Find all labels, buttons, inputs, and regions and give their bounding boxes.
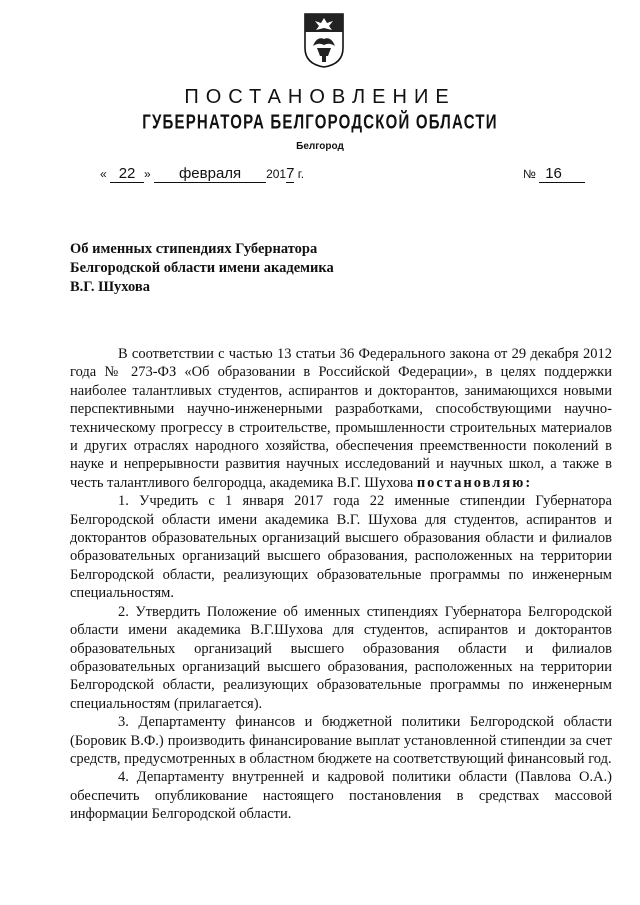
date-month: февраля <box>154 165 266 183</box>
item-4-paragraph: 4. Департаменту внутренней и кадровой политики области (Павлова О.А.) обеспечить опубликование настоящего постановления в средствах массовой информации Белгородской области. <box>70 769 612 823</box>
subject-line-3: В.Г. Шухова <box>70 279 150 295</box>
date-year-suffix: г. <box>297 167 305 181</box>
document-title: ПОСТАНОВЛЕНИЕ <box>184 86 456 108</box>
date-year-prefix: 201 <box>266 167 287 181</box>
preamble-text: В соответствии с частью 13 статьи 36 Федерального закона от 29 декабря 2012 года № 273-ФЗ «Об образовании в Российской Федерации», в целях поддержки наиболее талантливых студентов, аспирантов и докторантов, занимающихся новыми перспективными научно-инженерными разработками, способствующими научно-техническому прогрессу в строительстве, промышленности строительных материалов и других отраслях народного хозяйства, обеспечения преемственности поколений в науке и непрерывности развития научных исследований и научных школ, а также в честь талантливого белгородца, академика В.Г. Шухова <box>70 346 612 491</box>
document-subject <box>70 240 400 297</box>
document-body <box>70 345 612 824</box>
coat-of-arms-icon <box>303 12 345 68</box>
item-1-paragraph: 1. Учредить с 1 января 2017 года 22 именные стипендии Губернатора Белгородской области имени академика В.Г. Шухова для студентов, аспирантов и докторантов образовательных организаций высшего образования области и филиалов образовательных организаций высшего образования, расположенных на территории Белгородской области, реализующих образовательные программы по инженерным специальностям. <box>70 493 612 602</box>
subject-line-1: Об именных стипендиях Губернатора <box>70 241 318 257</box>
item-2-paragraph: 2. Утвердить Положение об именных стипендиях Губернатора Белгородской области имени академика В.Г.Шухова для студентов, аспирантов и докторантов образовательных организаций высшего образования области и филиалов образовательных организаций высшего образования, расположенных на территории Белгородской области, реализующих образовательные программы по инженерным специальностям (прилагается). <box>70 603 612 712</box>
subject-line-2: Белгородской области имени академика <box>70 260 334 276</box>
date-day: 22 <box>110 165 144 183</box>
date-year-digit: 7 <box>286 165 295 182</box>
decree-word: постановляю: <box>416 474 533 491</box>
city-name: Белгород <box>296 141 344 152</box>
number-value: 16 <box>539 165 585 183</box>
item-3-paragraph: 3. Департаменту финансов и бюджетной политики Белгородской области (Боровик В.Ф.) производить финансирование выплат установленной стипендии за счет средств, предусмотренных в областном бюджете на соответствующий финансовый год. <box>70 714 612 767</box>
date-open-quote: « <box>100 167 107 181</box>
document-number <box>523 165 585 183</box>
preamble-paragraph <box>70 345 612 492</box>
number-label: № <box>523 167 536 181</box>
date-close-quote: » <box>144 167 151 181</box>
document-issuer: ГУБЕРНАТОРА БЕЛГОРОДСКОЙ ОБЛАСТИ <box>142 111 498 134</box>
document-date <box>100 165 304 183</box>
